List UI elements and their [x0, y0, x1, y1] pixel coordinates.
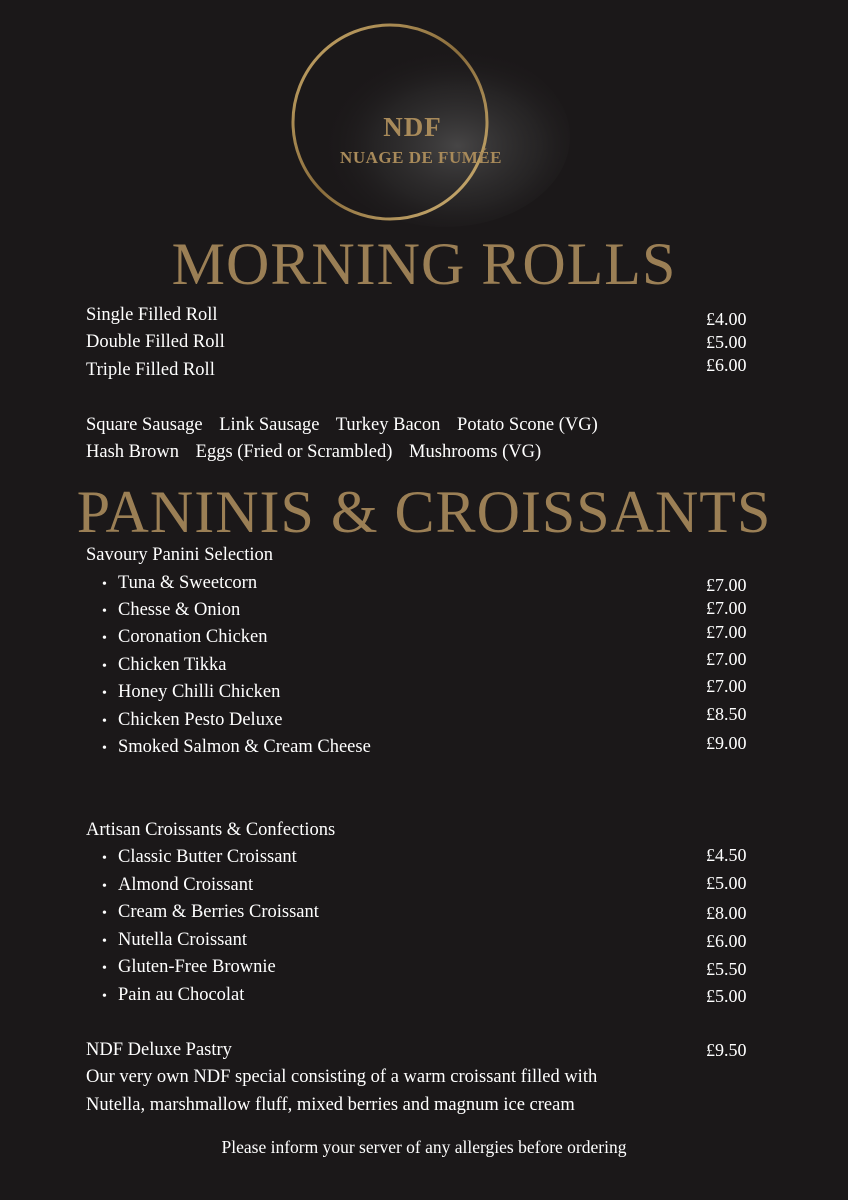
filling-option: Eggs (Fried or Scrambled) — [195, 442, 393, 462]
list-item: • Smoked Salmon & Cream Cheese — [102, 737, 371, 757]
filling-option: Turkey Bacon — [335, 415, 441, 435]
menu-item-price: £7.00 — [706, 575, 747, 595]
menu-item-price: £9.00 — [706, 733, 747, 753]
menu-item-name: Smoked Salmon & Cream Cheese — [118, 737, 371, 757]
menu-item-name: Nutella Croissant — [118, 930, 247, 950]
croissants-subtitle: Artisan Croissants & Confections — [86, 820, 336, 840]
list-item: • Coronation Chicken — [102, 627, 268, 647]
menu-item-price: £4.00 — [706, 309, 747, 329]
list-item: • Classic Butter Croissant — [102, 847, 297, 867]
menu-item-price: £4.50 — [706, 845, 747, 865]
paninis-croissants-heading: PANINIS & CROISSANTS — [76, 479, 772, 545]
menu-item-price: £8.50 — [706, 704, 747, 724]
filling-option: Mushrooms (VG) — [409, 442, 542, 462]
menu-item-price: £7.00 — [706, 676, 747, 696]
deluxe-name: NDF Deluxe Pastry — [86, 1040, 232, 1060]
menu-item-price: £7.00 — [706, 649, 747, 669]
deluxe-description-line-2: Nutella, marshmallow fluff, mixed berries and magnum ice cream — [86, 1095, 575, 1115]
list-item: • Cream & Berries Croissant — [102, 902, 319, 922]
menu-item-price: £5.50 — [706, 959, 747, 979]
list-item: • Chesse & Onion — [102, 600, 241, 620]
menu-item-name: Double Filled Roll — [86, 332, 225, 352]
list-item: • Almond Croissant — [102, 875, 254, 895]
filling-option: Hash Brown — [86, 442, 180, 462]
list-item: • Tuna & Sweetcorn — [102, 573, 258, 593]
list-item: • Pain au Chocolat — [102, 985, 245, 1005]
menu-item-price: £7.00 — [706, 622, 747, 642]
menu-item-name: Single Filled Roll — [86, 305, 218, 325]
list-item: • Chicken Pesto Deluxe — [102, 710, 283, 730]
menu-item-price: £8.00 — [706, 903, 747, 923]
menu-item-price: £5.00 — [706, 332, 747, 352]
morning-rolls-heading: MORNING ROLLS — [171, 231, 677, 297]
menu-item-name: Tuna & Sweetcorn — [118, 573, 258, 593]
filling-option: Square Sausage — [86, 415, 203, 435]
fillings-line-1 — [86, 415, 610, 436]
menu-item-name: Chesse & Onion — [118, 600, 241, 620]
deluxe-price: £9.50 — [706, 1040, 747, 1060]
list-item: • Chicken Tikka — [102, 655, 227, 675]
panini-subtitle: Savoury Panini Selection — [86, 545, 274, 565]
list-item: • Honey Chilli Chicken — [102, 682, 281, 702]
menu-item-price: £6.00 — [706, 931, 747, 951]
menu-item-name: Classic Butter Croissant — [118, 847, 297, 867]
menu-item-price: £7.00 — [706, 598, 747, 618]
fillings-line-2 — [86, 442, 553, 463]
menu-item-name: Triple Filled Roll — [86, 360, 215, 380]
deluxe-description-line-1: Our very own NDF special consisting of a warm croissant filled with — [86, 1067, 598, 1087]
menu-item-name: Cream & Berries Croissant — [118, 902, 319, 922]
menu-item-price: £5.00 — [706, 873, 747, 893]
menu-item-name: Honey Chilli Chicken — [118, 682, 281, 702]
list-item: • Nutella Croissant — [102, 930, 247, 950]
menu-item-price: £5.00 — [706, 986, 747, 1006]
allergy-notice: Please inform your server of any allergies before ordering — [221, 1137, 627, 1157]
ndf-logo — [285, 22, 575, 228]
filling-option: Link Sausage — [219, 415, 320, 435]
menu-item-name: Chicken Tikka — [118, 655, 227, 675]
logo-ndf-text: NDF — [383, 112, 442, 142]
menu-item-name: Pain au Chocolat — [118, 985, 245, 1005]
filling-option: Potato Scone (VG) — [457, 415, 598, 435]
menu-item-name: Gluten-Free Brownie — [118, 957, 276, 977]
menu-item-price: £6.00 — [706, 355, 747, 375]
menu-item-name: Chicken Pesto Deluxe — [118, 710, 283, 730]
menu-item-name: Coronation Chicken — [118, 627, 268, 647]
list-item: • Gluten-Free Brownie — [102, 957, 276, 977]
menu-item-name: Almond Croissant — [118, 875, 254, 895]
logo-subtitle: NUAGE DE FUMÉE — [340, 148, 502, 167]
